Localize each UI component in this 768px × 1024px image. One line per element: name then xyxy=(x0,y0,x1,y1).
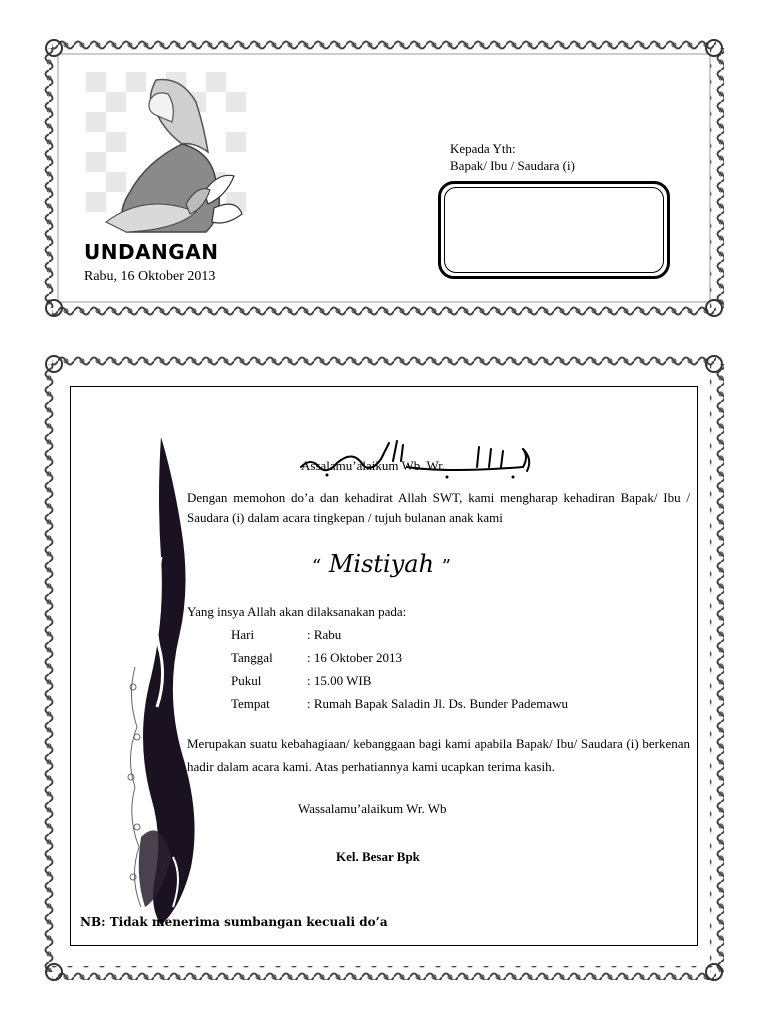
event-intro: Yang insya Allah akan dilaksanakan pada: xyxy=(187,604,407,619)
detail-label: Tempat xyxy=(231,696,270,711)
honoree-name-text: Mistiyah xyxy=(328,550,435,578)
closing-greeting: Wassalamu’alaikum Wr. Wb xyxy=(298,801,447,816)
detail-value: : 15.00 WIB xyxy=(307,673,372,688)
detail-value: : Rumah Bapak Saladin Jl. Ds. Bunder Pademawu xyxy=(307,696,569,711)
recipient-label: Kepada Yth: xyxy=(450,141,516,156)
address-box xyxy=(438,181,670,279)
detail-row-time xyxy=(231,671,371,691)
recipient-salutation: Bapak/ Ibu / Saudara (i) xyxy=(450,158,575,173)
invitation-date: Rabu, 16 Oktober 2013 xyxy=(84,269,216,284)
detail-value: : 16 Oktober 2013 xyxy=(307,650,402,665)
host-family: Kel. Besar Bpk xyxy=(336,849,420,864)
invitation-paragraph: Dengan memohon do’a dan kehadirat Allah SWT, kami mengharap kehadiran Bapak/ Ibu / Saudara (i) dalam acara tingkepan / tujuh bulanan anak kami xyxy=(187,490,690,525)
detail-row-date xyxy=(231,648,402,668)
opening-greeting: Assalamu’alaikum Wb. Wr. xyxy=(301,458,446,473)
detail-label: Tanggal xyxy=(231,650,273,665)
close-quote: ” xyxy=(441,556,451,577)
detail-label: Hari xyxy=(231,627,255,642)
detail-label: Pukul xyxy=(231,673,262,688)
closing-paragraph: Merupakan suatu kebahagiaan/ kebanggaan bagi kami apabila Bapak/ Ibu/ Saudara (i) berkenan hadir dalam acara kami. Atas perhatiannya kami ucapkan terima kasih. xyxy=(187,736,690,774)
honoree-name xyxy=(312,550,451,578)
detail-row-place xyxy=(231,694,568,714)
invitation-title: UNDANGAN xyxy=(84,240,219,264)
envelope-card xyxy=(42,38,726,318)
invitation-card xyxy=(42,354,726,982)
footnote: NB: Tidak menerima sumbangan kecuali do’a xyxy=(80,915,388,929)
hijab-woman-icon xyxy=(86,72,246,234)
open-quote: “ xyxy=(312,556,322,577)
detail-row-day xyxy=(231,625,341,645)
detail-value: : Rabu xyxy=(307,627,342,642)
